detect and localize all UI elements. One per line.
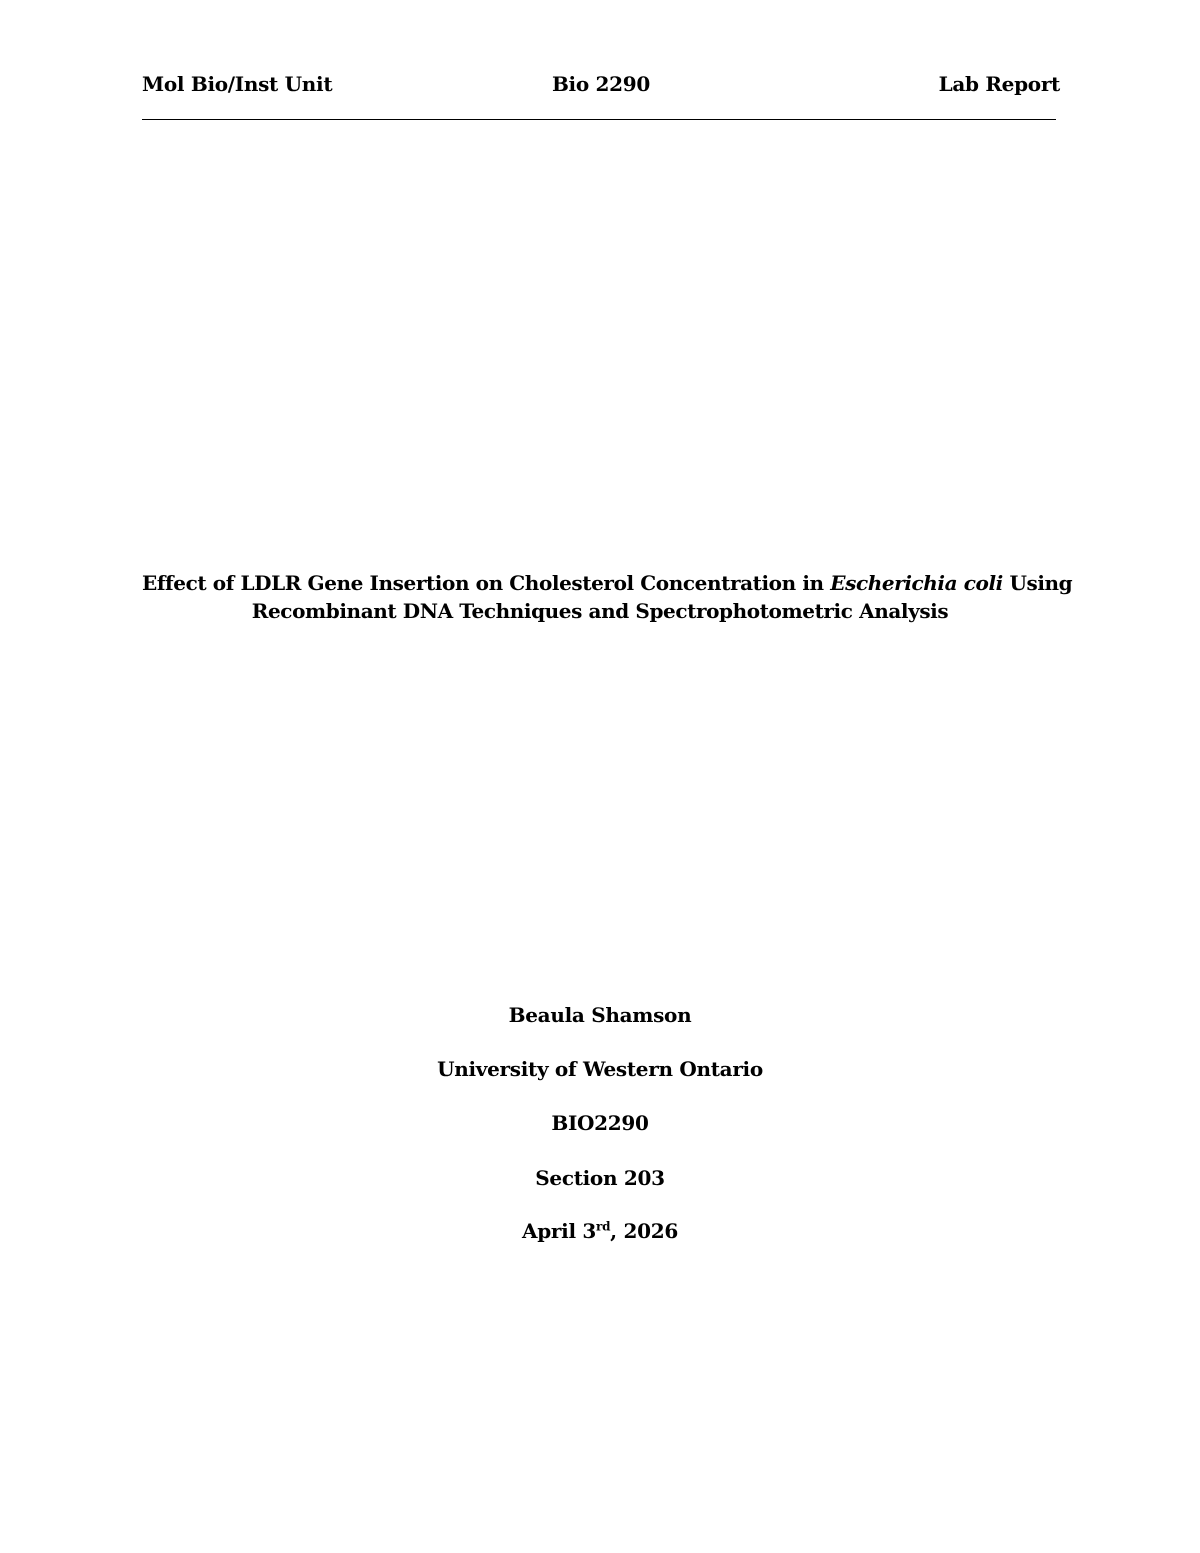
header-divider [142, 119, 1056, 120]
title-species-name: Escherichia coli [830, 571, 1003, 595]
header-right-text: Lab Report [938, 72, 1060, 96]
title-line-1 [142, 569, 1073, 597]
report-date [142, 1219, 1058, 1243]
author-name: Beaula Shamson [508, 1003, 692, 1027]
date-suffix: , 2026 [610, 1219, 678, 1243]
date-prefix: April 3 [522, 1219, 597, 1243]
title-line-2: Recombinant DNA Techniques and Spectrophotometric Analysis [251, 599, 949, 623]
title-line-1-start: Effect of LDLR Gene Insertion on Cholesterol Concentration in [142, 571, 831, 595]
header-center-text: Bio 2290 [551, 72, 651, 96]
section-number: Section 203 [535, 1166, 665, 1190]
course-code: BIO2290 [551, 1111, 649, 1135]
title-line-1-end: Using [1002, 571, 1073, 595]
header-left-text: Mol Bio/Inst Unit [142, 72, 333, 96]
page-header [142, 72, 1060, 100]
institution-name: University of Western Ontario [437, 1057, 763, 1081]
date-ordinal-suffix: rd [596, 1219, 611, 1234]
report-title [142, 569, 1073, 625]
